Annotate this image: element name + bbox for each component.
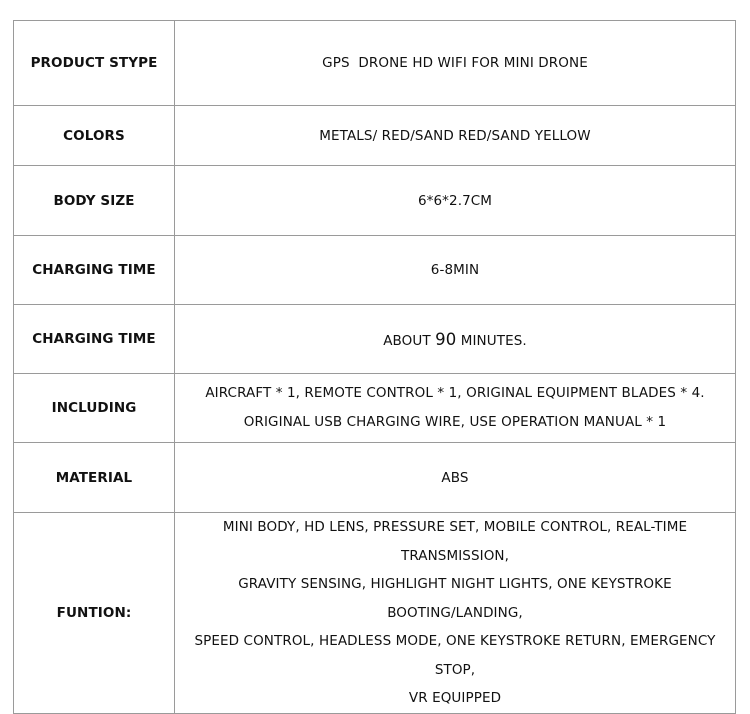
spec-label-charging-time-2: CHARGING TIME [14,305,175,374]
duration-number: 90 [435,329,457,349]
function-line-2: GRAVITY SENSING, HIGHLIGHT NIGHT LIGHTS, ONE KEYSTROKE BOOTING/LANDING, [238,576,672,621]
spec-label-charging-time: CHARGING TIME [14,236,175,305]
spec-value-product-type: GPS DRONE HD WIFI FOR MINI DRONE [175,21,736,106]
table-row [14,374,736,443]
function-line-4: VR EQUIPPED [408,690,502,706]
duration-suffix: MINUTES. [456,332,527,349]
spec-value-charging-duration [175,305,736,374]
including-line-1: AIRCRAFT * 1, REMOTE CONTROL * 1, ORIGINAL EQUIPMENT BLADES * 4. [205,385,705,401]
spec-value-including [175,374,736,443]
function-line-1: MINI BODY, HD LENS, PRESSURE SET, MOBILE CONTROL, REAL-TIME TRANSMISSION, [222,519,688,564]
table-row [14,443,736,513]
table-row [14,305,736,374]
duration-prefix: ABOUT [383,332,436,349]
table-row [14,236,736,305]
including-line-2: ORIGINAL USB CHARGING WIRE, USE OPERATION MANUAL * 1 [243,414,667,430]
table-row [14,513,736,714]
table-row [14,166,736,236]
spec-label-material: MATERIAL [14,443,175,513]
spec-value-charging-time: 6-8MIN [175,236,736,305]
spec-label-function: FUNTION: [14,513,175,714]
spec-label-colors: COLORS [14,106,175,166]
product-spec-table [13,20,736,714]
table-row [14,106,736,166]
function-line-3: SPEED CONTROL, HEADLESS MODE, ONE KEYSTROKE RETURN, EMERGENCY STOP, [194,633,716,678]
spec-value-material: ABS [175,443,736,513]
table-row [14,21,736,106]
spec-label-product-type: PRODUCT STYPE [14,21,175,106]
spec-label-body-size: BODY SIZE [14,166,175,236]
spec-value-function [175,513,736,714]
spec-value-body-size: 6*6*2.7CM [175,166,736,236]
spec-value-colors: METALS/ RED/SAND RED/SAND YELLOW [175,106,736,166]
spec-label-including: INCLUDING [14,374,175,443]
